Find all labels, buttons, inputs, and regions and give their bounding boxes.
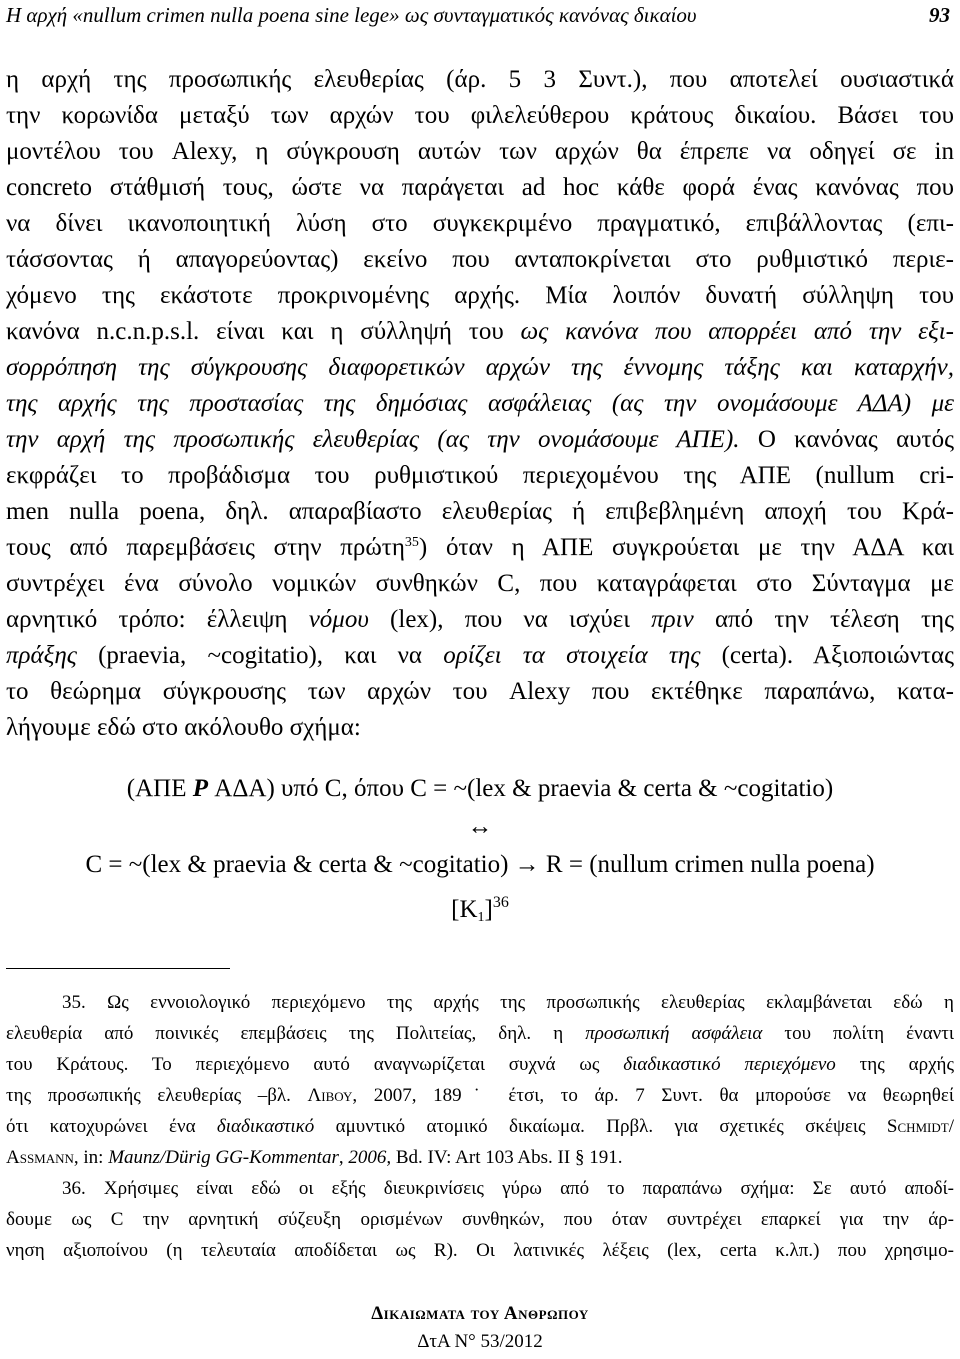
footnote-separator — [6, 968, 230, 969]
footnote-35-line — [6, 1080, 954, 1111]
body-text-run: τους από παρεμβάσεις στην πρώτη — [6, 534, 405, 561]
body-line: να δίνει ικανοποιητική λύση στο συγκεκριμένο πραγματικό, επιβάλλοντας (επι- — [6, 210, 954, 237]
footnote-ref-36[interactable]: 36 — [492, 894, 509, 911]
body-line — [6, 602, 954, 638]
body-line — [6, 638, 954, 674]
formula-line-3: C = ~(lex & praevia & certa & ~cogitatio) → R = (nullum crimen nulla poena) — [85, 851, 875, 878]
footnote-author: Assmann — [6, 1147, 74, 1168]
body-line — [6, 422, 954, 458]
body-line: men nulla poena, δηλ. απαραβίαστο ελευθερίας ή επιβεβλημένη αποχή του Κρά- — [6, 498, 954, 525]
footnote-text-run: Bd. IV: Art 103 Abs. II § 191. — [391, 1147, 623, 1168]
body-line: χόμενο της εκάστοτε προκρινομένης αρχής. Μία λοιπόν δυνατή σύλληψη του — [6, 282, 954, 309]
footnote-36-line: νηση αξιοποίνου (η τελευταία αποδίδεται ως R). Οι λατινικές λέξεις (lex, certa κ.λπ.) που χρησιμο- — [6, 1240, 954, 1261]
footnote-italic-run: προσωπική ασφάλεια — [585, 1023, 763, 1044]
footnote-text-run: ελευθερία από ποινικές επεμβάσεις της Πολιτείας, δηλ. η — [6, 1023, 586, 1044]
body-line: concreto στάθμισή τους, ώστε να παράγεται ad hoc κάθε φορά ένας κανόνας που — [6, 174, 954, 201]
body-text-run: (certa). Αξιοποιώντας — [700, 642, 954, 669]
footnote-text-run: αμυντικό ατομικό δικαίωμα. Πρβλ. για σχετικές σκέψεις — [314, 1116, 887, 1137]
body-line: το θεώρημα σύγκρουσης των αρχών του Alexy που εκτέθηκε παραπάνω, κατα- — [6, 678, 954, 705]
footnote-36-line: δουμε ως C την αρνητική σύζευξη ορισμένων συνθηκών, που όταν συντρέχει επαρκεί για την άρ- — [6, 1209, 954, 1230]
body-line: εκφράζει το προβάδισμα του ρυθμιστικού περιεχομένου της ΑΠΕ (nullum cri- — [6, 462, 954, 489]
body-italic-run: πράξης — [6, 642, 77, 669]
footnote-35-line — [6, 1018, 954, 1049]
formula-line-2: ↔ — [467, 813, 493, 840]
body-text-run: (praevia, ~cogitatio), και να — [76, 642, 444, 669]
body-text-run: κανόνα n.c.n.p.s.l. είναι και η σύλληψή του — [6, 318, 521, 345]
footnote-italic-run: Maunz/Dürig GG-Kommentar — [108, 1147, 339, 1168]
formula-text: ΑΔΑ) υπό C, όπου C = ~(lex & praevia & certa & ~cogitatio) — [208, 775, 834, 802]
body-text-run: ) όταν η ΑΠΕ συγκρούεται με την ΑΔΑ και — [418, 534, 954, 561]
footnote-text-run: ότι κατοχυρώνει ένα — [6, 1116, 217, 1137]
footnote-36-line: 36. Χρήσιμες είναι εδώ οι εξής διευκρινίσεις γύρω από το παραπάνω σχήμα: Σε αυτό αποδί- — [62, 1178, 954, 1199]
journal-issue: ΔτΑ Ν° 53/2012 — [417, 1331, 543, 1352]
body-line: η αρχή της προσωπικής ελευθερίας (άρ. 5 3 Συντ.), που αποτελεί ουσιαστικά — [6, 66, 954, 93]
footnote-author: Λιβου — [307, 1085, 353, 1106]
body-italic-run: νόμου — [308, 606, 369, 633]
page-number: 93 — [929, 3, 950, 27]
body-italic-run: της αρχής της προστασίας της δημόσιας ασφάλειας (ας την ονομάσουμε ΑΔΑ) με — [6, 390, 954, 417]
body-line: συντρέχει ένα σύνολο νομικών συνθηκών C, που καταγράφεται στο Σύνταγμα με — [6, 570, 954, 597]
formula-line-1 — [0, 770, 960, 808]
formula-subscript: 1 — [477, 910, 485, 925]
footnote-text-run: , in: — [73, 1147, 109, 1168]
body-line — [6, 314, 954, 350]
footnote-35-line: 35. Ως εννοιολογικό περιεχόμενο της αρχής της προσωπικής ελευθερίας εκλαμβάνεται εδώ η — [62, 992, 954, 1013]
body-line — [6, 530, 954, 566]
footnote-35-line — [6, 1049, 954, 1080]
running-head — [6, 0, 950, 30]
formula-text: ] — [484, 896, 493, 923]
body-italic-run: την αρχή της προσωπικής ελευθερίας (ας την ονομάσουμε ΑΠΕ). — [6, 426, 740, 453]
body-italic-run: ορίζει τα στοιχεία της — [443, 642, 701, 669]
formula-line-4 — [0, 884, 960, 925]
body-line — [6, 386, 954, 422]
body-line: την κορωνίδα μεταξύ των αρχών του φιλελεύθερου κράτους δικαίου. Βάσει του — [6, 102, 954, 129]
footnote-35-line — [6, 1142, 954, 1173]
body-text-run: αρνητικό τρόπο: έλλειψη — [6, 606, 309, 633]
body-line: μοντέλου του Alexy, η σύγκρουση αυτών των αρχών θα έπρεπε να οδηγεί σε in — [6, 138, 954, 165]
formula-text: [K — [451, 896, 478, 923]
footnote-italic-run: 2006, — [348, 1147, 392, 1168]
formula-preference-symbol: P — [192, 775, 209, 802]
body-line — [6, 350, 954, 386]
footnote-text-run: , 2007, 189˙ έτσι, το άρ. 7 Συντ. θα μπορούσε να θεωρηθεί — [352, 1085, 955, 1106]
formula-block — [0, 770, 960, 925]
footnote-italic-run: διαδικαστικό — [216, 1116, 315, 1137]
footnote-ref-35[interactable]: 35 — [404, 535, 419, 550]
journal-title: Δικαιωματα του Ανθρωπου — [371, 1303, 589, 1324]
footnote-text-run: του πολίτη έναντι — [762, 1023, 954, 1044]
footnote-italic-run: διαδικαστικό περιεχόμενο — [623, 1054, 836, 1075]
body-text-run: Ο κανόνας αυτός — [739, 426, 954, 453]
body-italic-run: ως κανόνα που απορρέει από την εξι- — [520, 318, 954, 345]
footnote-text-run: του Κράτους. Το περιεχόμενο αυτό αναγνωρίζεται συχνά ως — [6, 1054, 624, 1075]
footnote-author: Schmidt/ — [886, 1116, 954, 1137]
formula-text: (ΑΠΕ — [126, 775, 193, 802]
body-paragraph — [6, 62, 954, 746]
footnotes — [6, 987, 954, 1266]
footnote-text-run: , — [338, 1147, 349, 1168]
body-text-run: (lex), που να ισχύει — [368, 606, 652, 633]
footnote-text-run: της αρχής — [835, 1054, 954, 1075]
body-italic-run: πριν — [651, 606, 694, 633]
running-head-title: Η αρχή «nullum crimen nulla poena sine lege» ως συνταγματικός κανόνας δικαίου — [6, 3, 697, 27]
body-italic-run: σορρόπηση της σύγκρουσης διαφορετικών αρχών της έννομης τάξης και καταρχήν, — [6, 354, 954, 381]
body-line: τάσσοντας ή απαγορεύοντας) εκείνο που ανταποκρίνεται στο ρυθμιστικό περιε- — [6, 246, 954, 273]
footnote-35-line — [6, 1111, 954, 1142]
body-line: λήγουμε εδώ στο ακόλουθο σχήμα: — [6, 714, 361, 741]
body-text-run: από την τέλεση της — [693, 606, 954, 633]
footnote-text-run: της προσωπικής ελευθερίας –βλ. — [6, 1085, 308, 1106]
